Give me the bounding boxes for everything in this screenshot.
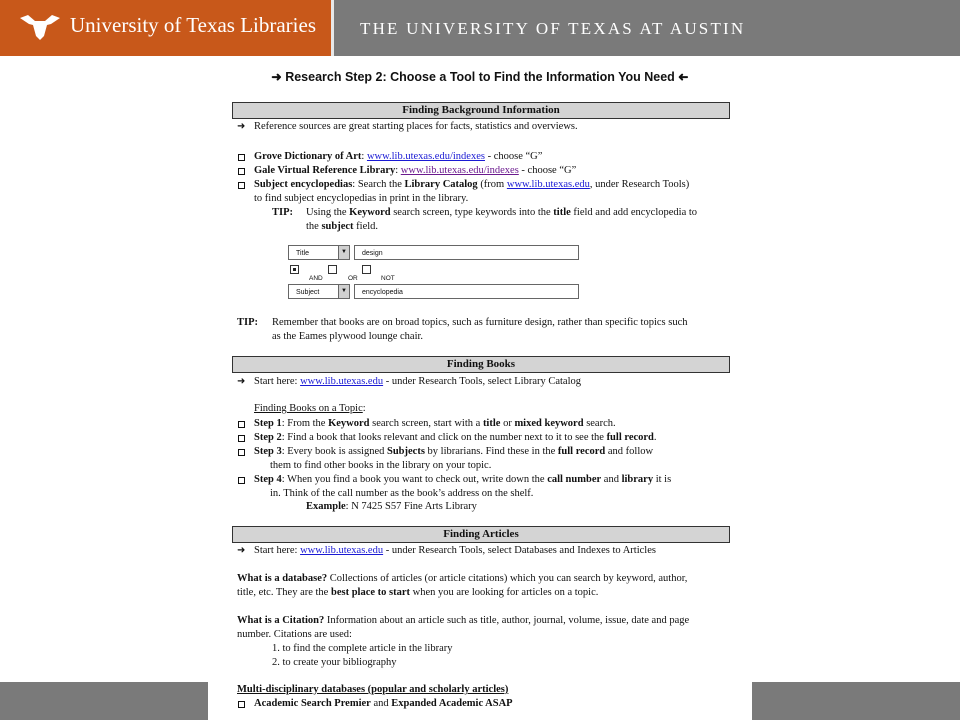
left-arrow-icon: ➜ [678, 70, 689, 84]
citation-definition: What is a Citation? Information about an article such as title, author, journal, volume, issue, date and page [237, 615, 690, 626]
tip2-text: Remember that books are on broad topics, such as furniture design, rather than specific topics such [272, 317, 688, 328]
book-step-3-cont: them to find other books in the library on your topic. [270, 460, 492, 471]
tip1-text: Using the Keyword search screen, type keywords into the title field and add encyclopedia to [306, 207, 698, 218]
book-step-1: Step 1: From the Keyword search screen, start with a title or mixed keyword search. [254, 418, 616, 429]
book-step-2: Step 2: Find a book that looks relevant and click on the number next to it to see the full record. [254, 432, 657, 443]
books-start-link[interactable]: www.lib.utexas.edu [300, 376, 384, 387]
not-checkbox[interactable] [362, 265, 371, 274]
search-term-input-2[interactable]: encyclopedia [354, 284, 579, 299]
not-label: NOT [381, 275, 395, 282]
checkbox-bullet-icon [238, 435, 245, 442]
catalog-link[interactable]: www.lib.utexas.edu [506, 179, 590, 190]
checkbox-bullet-icon [238, 477, 245, 484]
gale-item: Gale Virtual Reference Library: www.lib.utexas.edu/indexes - choose “G” [254, 165, 577, 176]
checkbox-bullet-icon [238, 701, 245, 708]
site-header [0, 0, 960, 56]
handout-document [208, 56, 752, 720]
university-name[interactable]: THE UNIVERSITY OF TEXAS AT AUSTIN [360, 19, 746, 38]
right-arrow-icon: ➜ [271, 70, 282, 84]
subject-encyclopedias-cont: to find subject encyclopedias in print in the library. [254, 193, 469, 204]
articles-start-here: Start here: www.lib.utexas.edu - under Research Tools, select Databases and Indexes to Articles [254, 545, 656, 556]
library-banner[interactable] [0, 0, 331, 56]
arrow-bullet-icon: ➜ [237, 376, 246, 387]
citation-use-2: 2. to create your bibliography [272, 657, 397, 668]
search-term-input-1[interactable]: design [354, 245, 579, 260]
books-on-topic-heading: Finding Books on a Topic: [254, 403, 366, 414]
book-step-3: Step 3: Every book is assigned Subjects by librarians. Find these in the full record and follow [254, 446, 654, 457]
call-number-example: Example: N 7425 S57 Fine Arts Library [306, 501, 477, 512]
database-definition: What is a database? Collections of articles (or article citations) which you can search by keyword, author, [237, 573, 688, 584]
library-name: University of Texas Libraries [70, 13, 316, 37]
section-heading-articles: Finding Articles [232, 526, 730, 543]
subject-encyclopedias-item: Subject encyclopedias: Search the Library Catalog (from www.lib.utexas.edu, under Research Tools) [254, 179, 690, 190]
doc-title: ➜ Research Step 2: Choose a Tool to Find the Information You Need ➜ [271, 70, 689, 84]
grove-item: Grove Dictionary of Art: www.lib.utexas.edu/indexes - choose “G” [254, 151, 543, 162]
tip1-label: TIP: [272, 207, 293, 218]
dropdown-arrow-icon[interactable]: ▼ [338, 285, 349, 298]
footer-bar-right [752, 682, 960, 720]
book-step-4: Step 4: When you find a book you want to check out, write down the call number and library it is [254, 474, 672, 485]
articles-start-link[interactable]: www.lib.utexas.edu [300, 545, 384, 556]
tip2-label: TIP: [237, 317, 258, 328]
gale-link[interactable]: www.lib.utexas.edu/indexes [400, 165, 519, 176]
checkbox-bullet-icon [238, 449, 245, 456]
checkbox-bullet-icon [238, 154, 245, 161]
checkbox-bullet-icon [238, 182, 245, 189]
or-label: OR [348, 275, 358, 282]
section-heading-books: Finding Books [232, 356, 730, 373]
field-select-subject[interactable]: Subject ▼ [288, 284, 350, 299]
grove-link[interactable]: www.lib.utexas.edu/indexes [366, 151, 485, 162]
book-step-4-cont: in. Think of the call number as the book’s address on the shelf. [270, 488, 534, 499]
dropdown-arrow-icon[interactable]: ▼ [338, 246, 349, 259]
or-checkbox[interactable] [328, 265, 337, 274]
background-intro: Reference sources are great starting places for facts, statistics and overviews. [254, 121, 578, 132]
checkbox-bullet-icon [238, 421, 245, 428]
and-checkbox[interactable] [290, 265, 299, 274]
header-divider [331, 0, 334, 56]
academic-databases-item: Academic Search Premier and Expanded Academic ASAP [254, 698, 513, 709]
books-start-here: Start here: www.lib.utexas.edu - under Research Tools, select Library Catalog [254, 376, 582, 387]
citation-definition-cont: number. Citations are used: [237, 629, 352, 640]
tip1-text-cont: the subject field. [306, 221, 379, 232]
arrow-bullet-icon: ➜ [237, 121, 246, 132]
section-heading-background: Finding Background Information [232, 102, 730, 119]
footer-bar-left [0, 682, 208, 720]
tip2-text-cont: as the Eames plywood lounge chair. [272, 331, 424, 342]
field-select-title[interactable]: Title ▼ [288, 245, 350, 260]
multidisciplinary-heading: Multi-disciplinary databases (popular and scholarly articles) [237, 684, 509, 695]
citation-use-1: 1. to find the complete article in the library [272, 643, 453, 654]
database-definition-cont: title, etc. They are the best place to start when you are looking for articles on a topic. [237, 587, 599, 598]
arrow-bullet-icon: ➜ [237, 545, 246, 556]
and-label: AND [309, 275, 323, 282]
checkbox-bullet-icon [238, 168, 245, 175]
longhorn-icon [18, 12, 62, 42]
